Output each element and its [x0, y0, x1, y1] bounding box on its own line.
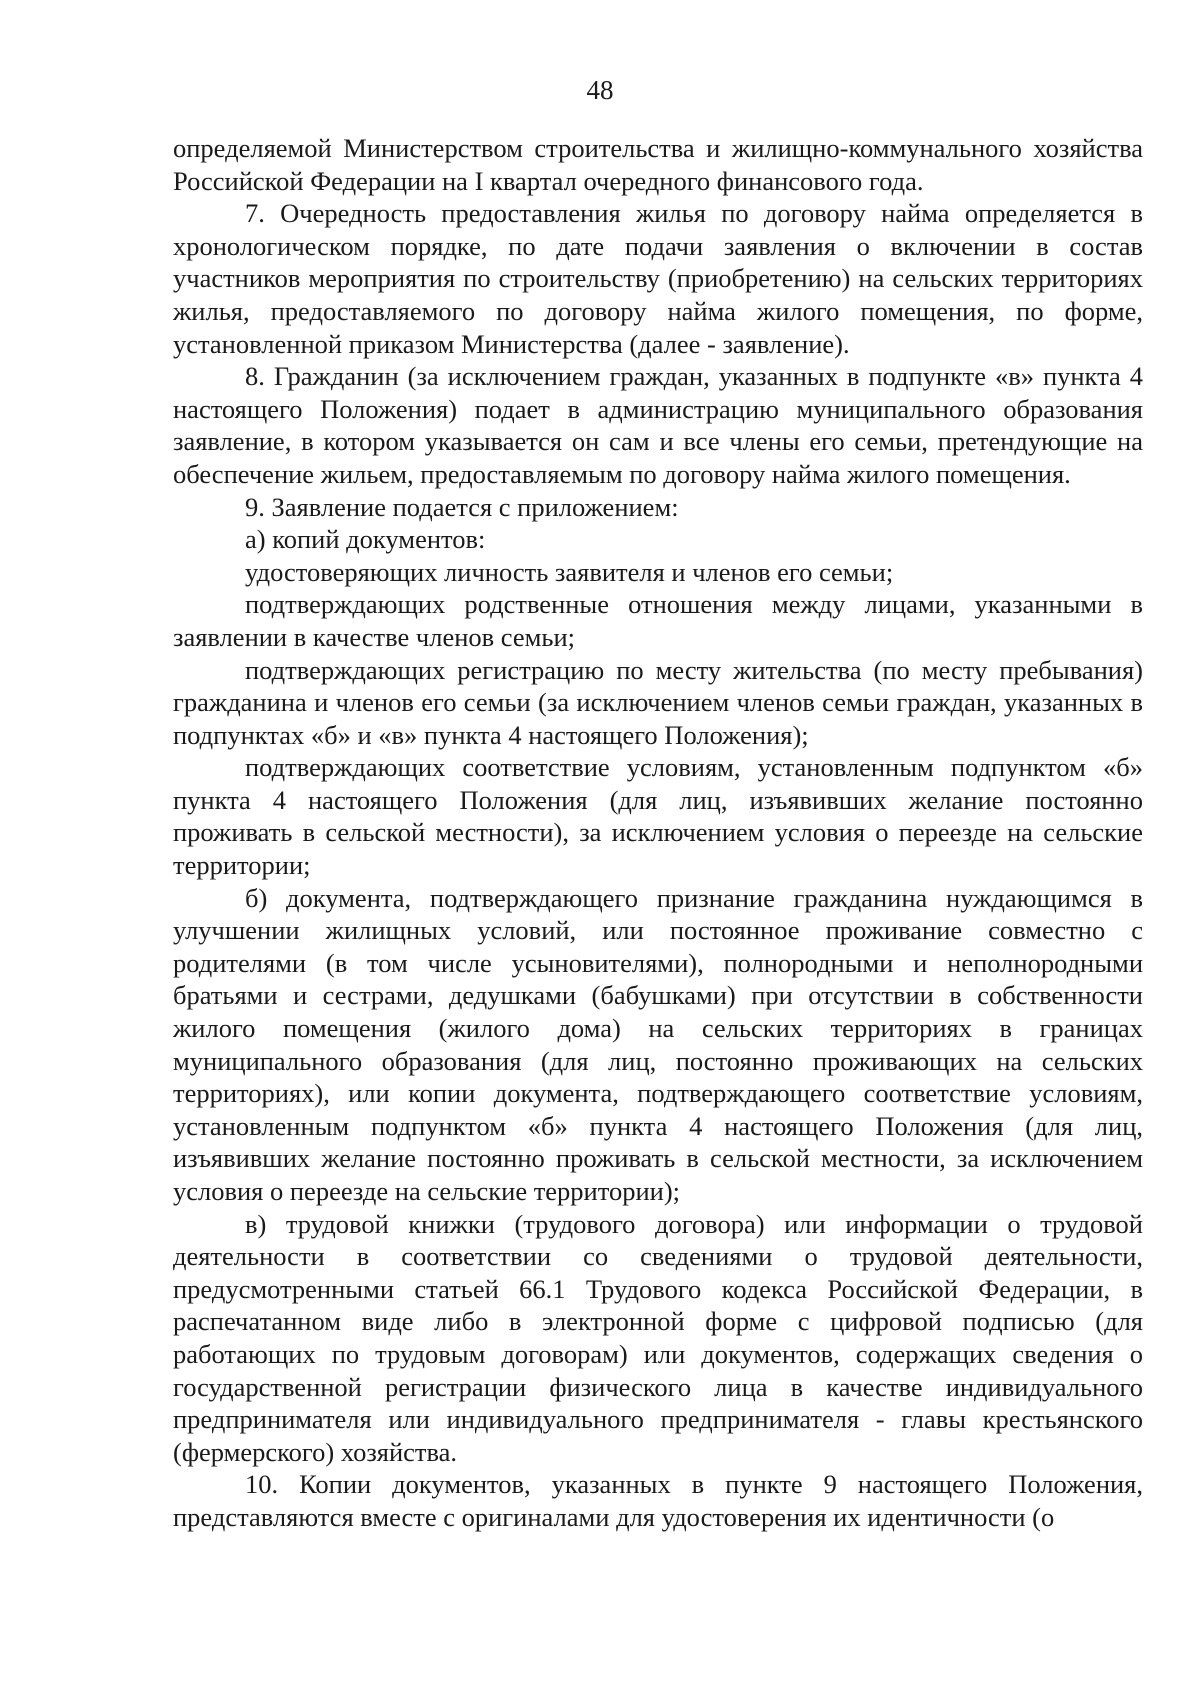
paragraph-item-9: 9. Заявление подается с приложением: [245, 491, 679, 522]
document-body [173, 132, 1143, 1534]
paragraph-conditions-docs: подтверждающих соответствие условиям, установленным подпунктом «б» пункта 4 настоящего Положения (для лиц, изъявивших желание постоянно проживать в сельской местности), за исключением условия о переезде на сельские территории; [173, 752, 1143, 881]
paragraph-item-7: 7. Очередность предоставления жилья по договору найма определяется в хронологическом порядке, по дате подачи заявления о включении в состав участников мероприятия по строительству (приобретению) на сельских территориях жилья, предоставляемого по договору найма жилого помещения, по форме, установленной приказом Министерства (далее - заявление). [173, 198, 1143, 359]
paragraph-subitem-a: а) копий документов: [245, 524, 486, 555]
paragraph-identity-docs: удостоверяющих личность заявителя и членов его семьи; [245, 556, 894, 587]
paragraph-item-8: 8. Гражданин (за исключением граждан, указанных в подпункте «в» пункта 4 настоящего Положения) подает в администрацию муниципального образования заявление, в котором указывается он сам и все члены его семьи, претендующие на обеспечение жильем, предоставляемым по договору найма жилого помещения. [173, 361, 1143, 489]
paragraph-registration-docs: подтверждающих регистрацию по месту жительства (по месту пребывания) гражданина и членов его семьи (за исключением членов семьи граждан, указанных в подпунктах «б» и «в» пункта 4 настоящего Положения); [173, 654, 1143, 750]
paragraph-item-10: 10. Копии документов, указанных в пункте 9 настоящего Положения, представляются вместе с оригиналами для удостоверения их идентичности (о [173, 1469, 1143, 1532]
paragraph-continuation: определяемой Министерством строительства и жилищно-коммунального хозяйства Российской Федерации на I квартал очередного финансового года. [173, 133, 1143, 196]
paragraph-subitem-b: б) документа, подтверждающего признание гражданина нуждающимся в улучшении жилищных условий, или постоянное проживание совместно с родителями (в том числе усыновителями), полнородными и неполнородными братьями и сестрами, дедушками (бабушками) при отсутствии в собственности жилого помещения (жилого дома) на сельских территориях в границах муниципального образования (для лиц, постоянно проживающих на сельских территориях), или копии документа, подтверждающего соответствие условиям, установленным подпунктом «б» пункта 4 настоящего Положения (для лиц, изъявивших желание постоянно проживать в сельской местности, за исключением условия о переезде на сельские территории); [173, 882, 1143, 1206]
page-number: 48 [586, 75, 614, 105]
paragraph-subitem-v: в) трудовой книжки (трудового договора) или информации о трудовой деятельности в соответствии со сведениями о трудовой деятельности, предусмотренными статьей 66.1 Трудового кодекса Российской Федерации, в распечатанном виде либо в электронной форме с цифровой подписью (для работающих по трудовым договорам) или документов, содержащих сведения о государственной регистрации физического лица в качестве индивидуального предпринимателя или индивидуального предпринимателя - главы крестьянского (фермерского) хозяйства. [173, 1208, 1143, 1467]
paragraph-kinship-docs: подтверждающих родственные отношения между лицами, указанными в заявлении в качестве членов семьи; [173, 589, 1143, 652]
